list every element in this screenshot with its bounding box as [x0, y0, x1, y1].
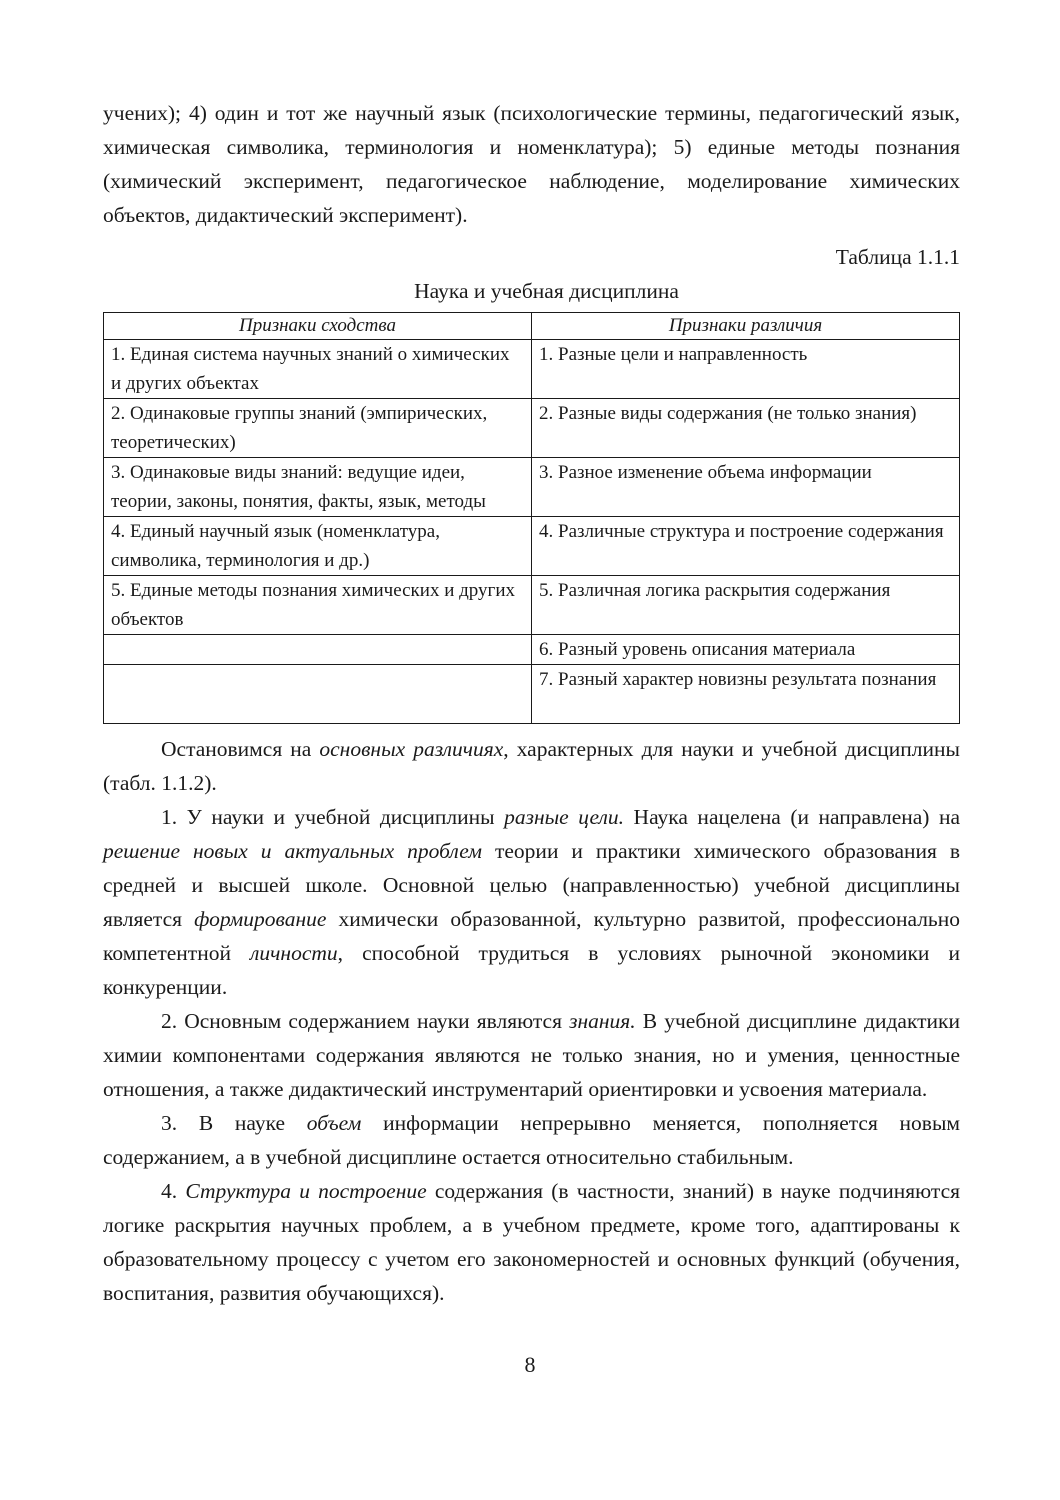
similarity-cell: 4. Единый научный язык (номенклатура, символика, терминология и др.)	[104, 517, 532, 576]
difference-cell: 1. Разные цели и направленность	[532, 340, 960, 399]
similarity-cell: 3. Одинаковые виды знаний: ведущие идеи, теории, законы, понятия, факты, язык, методы	[104, 458, 532, 517]
similarity-cell-empty	[104, 635, 532, 665]
table-header-row	[104, 313, 960, 340]
difference-cell: 2. Разные виды содержания (не только знания)	[532, 399, 960, 458]
paragraph-structure: 4. Структура и построение содержания (в частности, знаний) в науке подчиняются логике раскрытия научных проблем, а в учебном предмете, кроме того, адаптированы к образовательному процессу с учетом его закономерностей и основных функций (обучения, воспитания, развития обучающихся).	[103, 1179, 961, 1305]
table-row	[104, 665, 960, 724]
table-number: Таблица 1.1.1	[835, 245, 960, 269]
page-content	[103, 96, 960, 1310]
similarity-cell: 5. Единые методы познания химических и других объектов	[104, 576, 532, 635]
difference-cell: 5. Различная логика раскрытия содержания	[532, 576, 960, 635]
similarity-cell: 2. Одинаковые группы знаний (эмпирических, теоретических)	[104, 399, 532, 458]
paragraph-goals: 1. У науки и учебной дисциплины разные цели. Наука нацелена (и направлена) на решение новых и актуальных проблем теории и практики химического образования в средней и высшей школе. Основной целью (направленностью) учебной дисциплины является формирование химически образованной, культурно развитой, профессионально компетентной личности, способной трудиться в условиях рыночной экономики и конкуренции.	[103, 805, 961, 999]
table-row	[104, 399, 960, 458]
header-similarities: Признаки сходства	[104, 313, 532, 340]
intro-paragraph: учених); 4) один и тот же научный язык (психологические термины, педагогический язык, химическая символика, терминология и номенклатура); 5) единые методы познания (химический эксперимент, педагогическое наблюдение, моделирование химических объектов, дидактический эксперимент).	[103, 101, 960, 227]
difference-cell: 3. Разное изменение объема информации	[532, 458, 960, 517]
similarity-cell: 1. Единая система научных знаний о химических и других объектах	[104, 340, 532, 399]
table-title: Наука и учебная дисциплина	[414, 279, 679, 303]
difference-cell: 7. Разный характер новизны результата познания	[532, 665, 960, 724]
header-differences: Признаки различия	[532, 313, 960, 340]
table-row	[104, 458, 960, 517]
table-row	[104, 576, 960, 635]
table-row	[104, 340, 960, 399]
paragraph-content: 2. Основным содержанием науки являются знания. В учебной дисциплине дидактики химии компонентами содержания являются не только знания, но и умения, ценностные отношения, а также дидактический инструментарий ориентировки и усвоения материала.	[103, 1009, 960, 1101]
difference-cell: 4. Различные структура и построение содержания	[532, 517, 960, 576]
table-row	[104, 517, 960, 576]
paragraph-volume: 3. В науке объем информации непрерывно меняется, пополняется новым содержанием, а в учебной дисциплине остается относительно стабильным.	[103, 1111, 960, 1169]
paragraph-differences-intro: Остановимся на основных различиях, характерных для науки и учебной дисциплины (табл. 1.1.2).	[103, 737, 960, 795]
similarity-cell-empty	[104, 665, 532, 724]
table-row	[104, 635, 960, 665]
comparison-table	[103, 312, 960, 724]
difference-cell: 6. Разный уровень описания материала	[532, 635, 960, 665]
page-number: 8	[524, 1352, 536, 1377]
